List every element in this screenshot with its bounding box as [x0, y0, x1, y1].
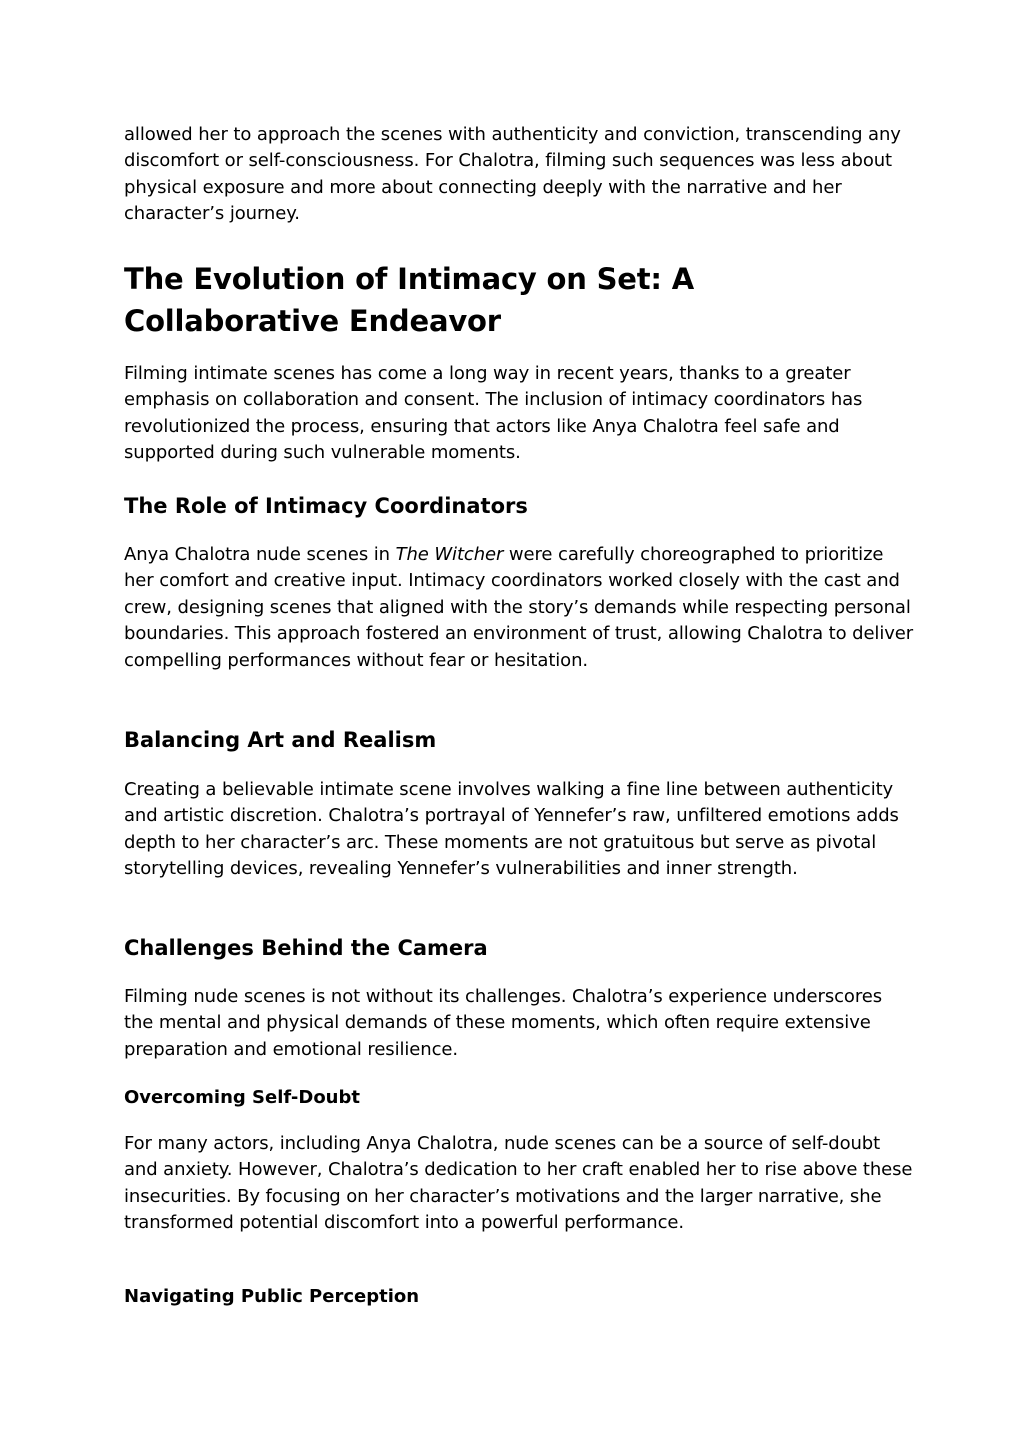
section-heading-coordinators: The Role of Intimacy Coordinators: [124, 494, 528, 518]
intro-paragraph: allowed her to approach the scenes with authenticity and conviction, transcending any discomfort or self-consciousness. For Chalotra, filming such sequences was less about physical exposure and more about connecting deeply with the narrative and her character’s journey.: [124, 124, 901, 225]
section-paragraph-balance: Creating a believable intimate scene involves walking a fine line between authenticity and artistic discretion. Chalotra’s portrayal of Yennefer’s raw, unfiltered emotions adds depth to her character’s arc. These moments are not gratuitous but serve as pivotal storytelling devices, revealing Yennefer’s vulnerabilities and inner strength.: [124, 779, 899, 880]
section-heading-balance: Balancing Art and Realism: [124, 728, 437, 752]
paragraph-text-part: Anya Chalotra nude scenes in: [124, 544, 396, 565]
show-title: The Witcher: [395, 544, 504, 565]
section-heading-challenges: Challenges Behind the Camera: [124, 936, 488, 960]
section-paragraph-challenges: Filming nude scenes is not without its challenges. Chalotra’s experience underscores the mental and physical demands of these moments, which often require extensive preparation and emotional resilience.: [124, 986, 882, 1060]
section-heading-self-doubt: Overcoming Self-Doubt: [124, 1087, 360, 1108]
section-paragraph-self-doubt: For many actors, including Anya Chalotra, nude scenes can be a source of self-doubt and anxiety. However, Chalotra’s dedication to her craft enabled her to rise above these insecurities. By focusing on her character’s motivations and the larger narrative, she transformed potential discomfort into a powerful performance.: [124, 1133, 913, 1234]
section-heading-evolution: The Evolution of Intimacy on Set: A Collaborative Endeavor: [124, 262, 694, 338]
section-paragraph-evolution: Filming intimate scenes has come a long way in recent years, thanks to a greater emphasis on collaboration and consent. The inclusion of intimacy coordinators has revolutionized the process, ensuring that actors like Anya Chalotra feel safe and supported during such vulnerable moments.: [124, 363, 863, 464]
section-heading-public-perception: Navigating Public Perception: [124, 1286, 420, 1307]
paragraph-text-part: were carefully choreographed to prioritize her comfort and creative input. Intimacy coordinators worked closely with the cast and crew, designing scenes that aligned with the story’s demands while respecting personal boundaries. This approach fostered an environment of trust, allowing Chalotra to deliver compelling performances without fear or hesitation.: [124, 544, 914, 671]
section-paragraph-coordinators: [124, 542, 914, 674]
